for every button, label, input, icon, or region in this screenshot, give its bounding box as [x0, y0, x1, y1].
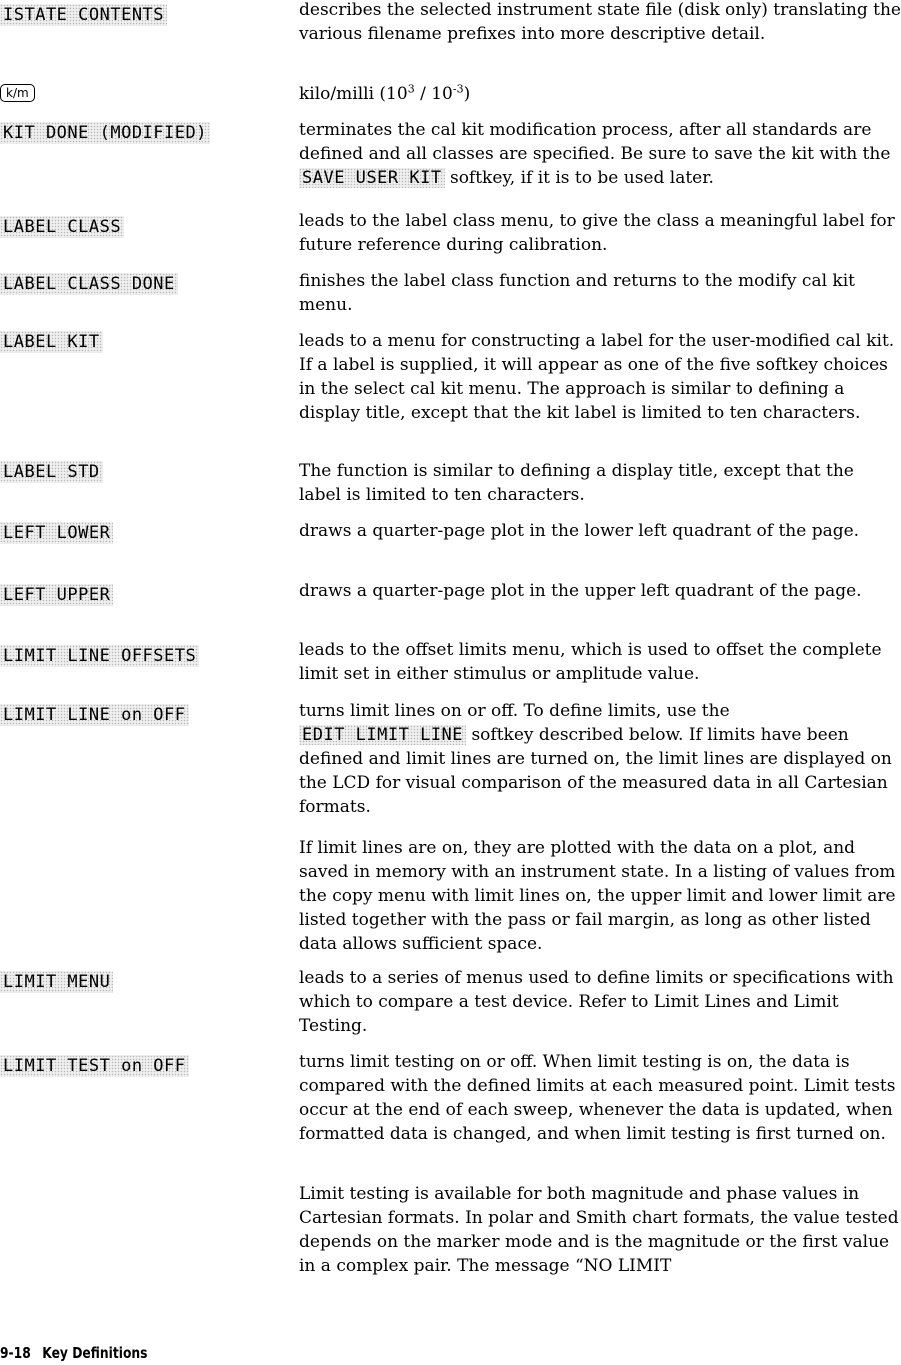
desc-paragraph: leads to the offset limits menu, which is used to offset the complete limit set in either stimulus or amplitude value. — [299, 640, 882, 684]
softkey-label: LIMIT LINE OFFSETS — [0, 645, 199, 667]
desc-limit-test-on-off-p2 — [299, 1182, 901, 1278]
desc-paragraph: If limit lines are on, they are plotted with the data on a plot, and saved in memory with an instrument state. In a listing of values from the copy menu with limit lines on, the upper limit and lower limit are listed together with the pass or fail margin, as long as other listed data allows sufficient space. — [299, 838, 896, 954]
inline-softkey: EDIT LIMIT LINE — [299, 725, 466, 745]
desc-text: terminates the cal kit modification process, after all standards are defined and all classes are specified. Be sure to save the kit with the — [299, 120, 891, 164]
desc-paragraph: turns limit testing on or off. When limit testing is on, the data is compared with the defined limits at each measured point. Limit tests occur at the end of each sweep, whenever the data is updated, when formatted data is changed, and when limit testing is first turned on. — [299, 1052, 896, 1144]
desc-text: / 10 — [414, 84, 453, 104]
desc-limit-line-offsets — [299, 638, 901, 686]
softkey-label: LIMIT MENU — [0, 971, 113, 993]
exponent: -3 — [452, 82, 464, 96]
desc-paragraph: draws a quarter-page plot in the lower left quadrant of the page. — [299, 521, 860, 541]
desc-text: kilo/milli (10 — [299, 84, 408, 104]
softkey-label: LABEL KIT — [0, 331, 103, 353]
desc-paragraph: describes the selected instrument state file (disk only) translating the various filename prefixes into more descriptive detail. — [299, 0, 901, 44]
desc-label-kit — [299, 329, 901, 425]
term-istate-contents — [0, 4, 167, 28]
term-label-kit — [0, 331, 103, 355]
desc-text: turns limit lines on or off. To define limits, use the — [299, 701, 730, 721]
desc-limit-test-on-off — [299, 1050, 901, 1146]
softkey-label: LABEL CLASS DONE — [0, 273, 178, 295]
term-limit-menu — [0, 971, 113, 995]
section-title: Key Definitions — [42, 1344, 148, 1362]
desc-paragraph — [299, 82, 901, 106]
term-left-upper — [0, 584, 113, 608]
desc-paragraph: Limit testing is available for both magnitude and phase values in Cartesian formats. In polar and Smith chart formats, the value tested depends on the marker mode and is the magnitude or the first value in a complex pair. The message “NO LIMIT — [299, 1184, 899, 1276]
softkey-label: LIMIT TEST on OFF — [0, 1055, 189, 1077]
desc-paragraph: draws a quarter-page plot in the upper left quadrant of the page. — [299, 581, 862, 601]
desc-label-std — [299, 459, 901, 507]
desc-left-lower — [299, 519, 901, 543]
softkey-label: LEFT UPPER — [0, 584, 113, 606]
desc-paragraph — [299, 118, 901, 190]
softkey-label: LIMIT LINE on OFF — [0, 704, 189, 726]
term-limit-line-offsets — [0, 645, 199, 669]
softkey-label: LABEL STD — [0, 461, 103, 483]
inline-softkey: SAVE USER KIT — [299, 168, 445, 188]
term-kit-done-modified — [0, 122, 210, 146]
term-label-std — [0, 461, 103, 485]
desc-paragraph — [299, 699, 901, 819]
softkey-label: ISTATE CONTENTS — [0, 4, 167, 26]
desc-limit-menu — [299, 966, 901, 1038]
desc-paragraph: leads to the label class menu, to give the class a meaningful label for future reference during calibration. — [299, 211, 895, 255]
desc-text: softkey described below. If limits have been defined and limit lines are turned on, the limit lines are displayed on the LCD for visual comparison of the measured data in all Cartesian formats. — [299, 725, 892, 817]
softkey-label: LEFT LOWER — [0, 522, 113, 544]
exponent: 3 — [407, 82, 415, 96]
desc-left-upper — [299, 579, 901, 603]
desc-label-class — [299, 209, 901, 257]
desc-text: softkey, if it is to be used later. — [449, 168, 714, 188]
desc-paragraph: finishes the label class function and returns to the modify cal kit menu. — [299, 271, 855, 315]
page-footer — [0, 1344, 147, 1362]
term-limit-line-on-off — [0, 704, 189, 728]
desc-limit-line-on-off-p2 — [299, 836, 901, 956]
term-label-class — [0, 216, 124, 240]
desc-paragraph: leads to a menu for constructing a label for the user-modified cal kit. If a label is supplied, it will appear as one of the five softkey choices in the select cal kit menu. The approach is similar to defining a display title, except that the kit label is limited to ten characters. — [299, 331, 895, 423]
desc-k-m — [299, 82, 901, 106]
desc-kit-done-modified — [299, 118, 901, 190]
term-label-class-done — [0, 273, 178, 297]
desc-paragraph: leads to a series of menus used to define limits or specifications with which to compare a test device. Refer to Limit Lines and Limit Testing. — [299, 968, 894, 1036]
term-k-m — [0, 84, 35, 108]
desc-limit-line-on-off — [299, 699, 901, 819]
softkey-label: KIT DONE (MODIFIED) — [0, 122, 210, 144]
softkey-label: LABEL CLASS — [0, 216, 124, 238]
desc-text: ) — [463, 84, 471, 104]
desc-paragraph: The function is similar to defining a display title, except that the label is limited to ten characters. — [299, 461, 854, 505]
term-left-lower — [0, 522, 113, 546]
desc-istate-contents — [299, 0, 901, 46]
desc-label-class-done — [299, 269, 901, 317]
hardkey-label: k/m — [0, 84, 35, 102]
term-limit-test-on-off — [0, 1055, 189, 1079]
page-number: 9-18 — [0, 1344, 31, 1362]
